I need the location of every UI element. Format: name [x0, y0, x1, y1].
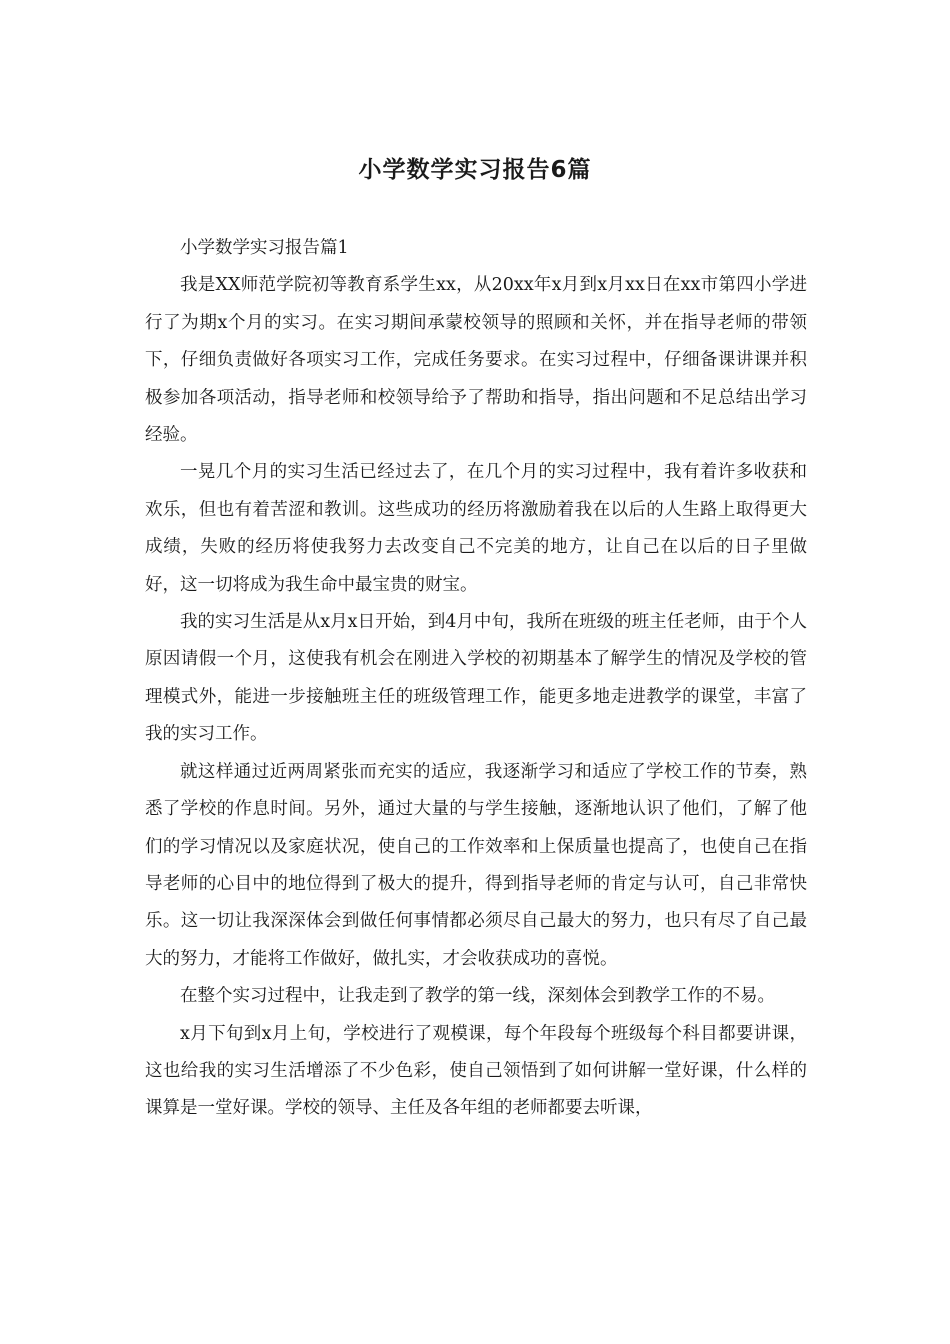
body-paragraph: 一晃几个月的实习生活已经过去了，在几个月的实习过程中，我有着许多收获和欢乐，但也有着苦涩和教训。这些成功的经历将激励着我在以后的人生路上取得更大成绩，失败的经历将使我努力去改变自己不完美的地方，让自己在以后的日子里做好，这一切将成为我生命中最宝贵的财宝。: [145, 462, 807, 595]
body-paragraph: 就这样通过近两周紧张而充实的适应，我逐渐学习和适应了学校工作的节奏，熟悉了学校的作息时间。另外，通过大量的与学生接触，逐渐地认识了他们，了解了他们的学习情况以及家庭状况，使自己的工作效率和上保质量也提高了，也使自己在指导老师的心目中的地位得到了极大的提升，得到指导老师的肯定与认可，自己非常快乐。这一切让我深深体会到做任何事情都必须尽自己最大的努力，也只有尽了自己最大的努力，才能将工作做好，做扎实，才会收获成功的喜悦。: [145, 761, 807, 969]
body-paragraph: 在整个实习过程中，让我走到了教学的第一线，深刻体会到教学工作的不易。: [180, 986, 775, 1007]
body-paragraph: 我是XX师范学院初等教育系学生xx，从20xx年x月到x月xx日在xx市第四小学进行了为期x个月的实习。在实习期间承蒙校领导的照顾和关怀，并在指导老师的带领下，仔细负责做好各项实习工作，完成任务要求。在实习过程中，仔细备课讲课并积极参加各项活动，指导老师和校领导给予了帮助和指导，指出问题和不足总结出学习经验。: [145, 275, 807, 446]
body-paragraph: 我的实习生活是从x月x日开始，到4月中旬，我所在班级的班主任老师，由于个人原因请假一个月，这使我有机会在刚进入学校的初期基本了解学生的情况及学校的管理模式外，能进一步接触班主任的班级管理工作，能更多地走进教学的课堂，丰富了我的实习工作。: [145, 612, 807, 745]
body-paragraph: x月下旬到x月上旬，学校进行了观模课，每个年段每个班级每个科目都要讲课，这也给我的实习生活增添了不少色彩，使自己领悟到了如何讲解一堂好课，什么样的课算是一堂好课。学校的领导、主任及各年组的老师都要去听课，: [145, 1023, 807, 1119]
document-title: 小学数学实习报告6篇: [358, 157, 592, 183]
document-body: [145, 230, 807, 1128]
section-heading: 小学数学实习报告篇1: [180, 238, 349, 258]
